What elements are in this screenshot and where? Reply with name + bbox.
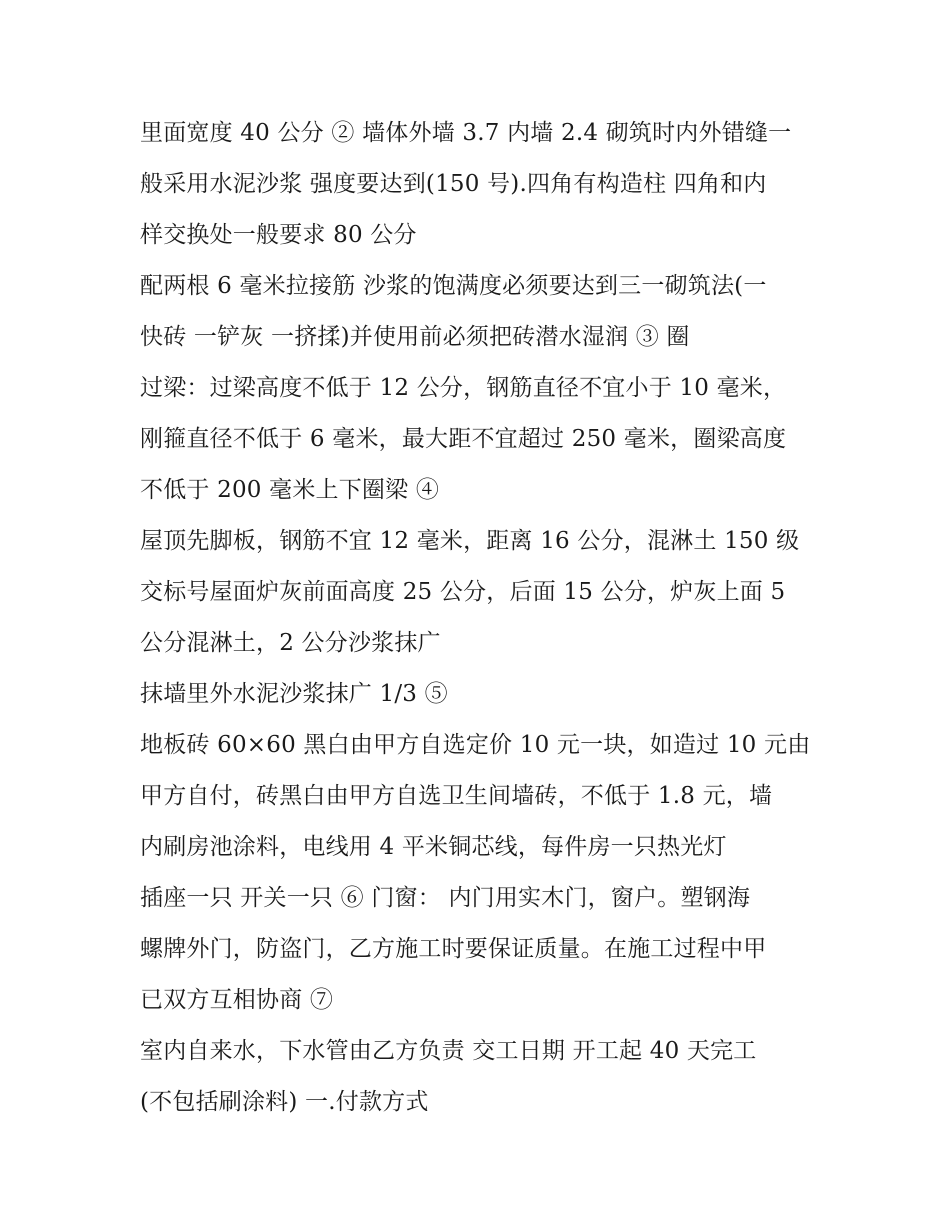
text-line: (不包括刷涂料) 一.付款方式 xyxy=(140,1089,429,1115)
text-line: 刚箍直径不低于 6 毫米，最大距不宜超过 250 毫米，圈梁高度 xyxy=(140,426,787,452)
text-line: 屋顶先脚板，钢筋不宜 12 毫米，距离 16 公分，混淋土 150 级 xyxy=(140,528,800,554)
text-line: 插座一只 开关一只 ⑥ 门窗： 内门用实木门，窗户。塑钢海 xyxy=(140,885,751,911)
text-line: 公分混淋土，2 公分沙浆抹广 xyxy=(140,630,441,656)
text-line: 般采用水泥沙浆 强度要达到(150 号).四角有构造柱 四角和内 xyxy=(140,171,767,197)
document-body xyxy=(140,108,820,1128)
text-line: 螺牌外门，防盗门，乙方施工时要保证质量。在施工过程中甲 xyxy=(140,936,767,962)
text-line: 甲方自付，砖黑白由甲方自选卫生间墙砖，不低于 1.8 元，墙 xyxy=(140,783,773,809)
text-line: 快砖 一铲灰 一挤揉)并使用前必须把砖潜水湿润 ③ 圈 xyxy=(140,324,690,350)
text-line: 交标号屋面炉灰前面高度 25 公分，后面 15 公分，炉灰上面 5 xyxy=(140,579,786,605)
text-line: 配两根 6 毫米拉接筋 沙浆的饱满度必须要达到三一砌筑法(一 xyxy=(140,273,767,299)
text-line: 样交换处一般要求 80 公分 xyxy=(140,222,417,248)
text-line: 里面宽度 40 公分 ② 墙体外墙 3.7 内墙 2.4 砌筑时内外错缝一 xyxy=(140,120,792,146)
text-line: 不低于 200 毫米上下圈梁 ④ xyxy=(140,477,440,503)
text-line: 地板砖 60×60 黑白由甲方自选定价 10 元一块，如造过 10 元由 xyxy=(140,732,811,758)
text-line: 已双方互相协商 ⑦ xyxy=(140,987,334,1013)
text-line: 过梁：过梁高度不低于 12 公分，钢筋直径不宜小于 10 毫米， xyxy=(140,375,787,401)
text-line: 抹墙里外水泥沙浆抹广 1/3 ⑤ xyxy=(140,681,448,707)
text-line: 室内自来水，下水管由乙方负责 交工日期 开工起 40 天完工 xyxy=(140,1038,757,1064)
text-line: 内刷房池涂料，电线用 4 平米铜芯线，每件房一只热光灯 xyxy=(140,834,727,860)
